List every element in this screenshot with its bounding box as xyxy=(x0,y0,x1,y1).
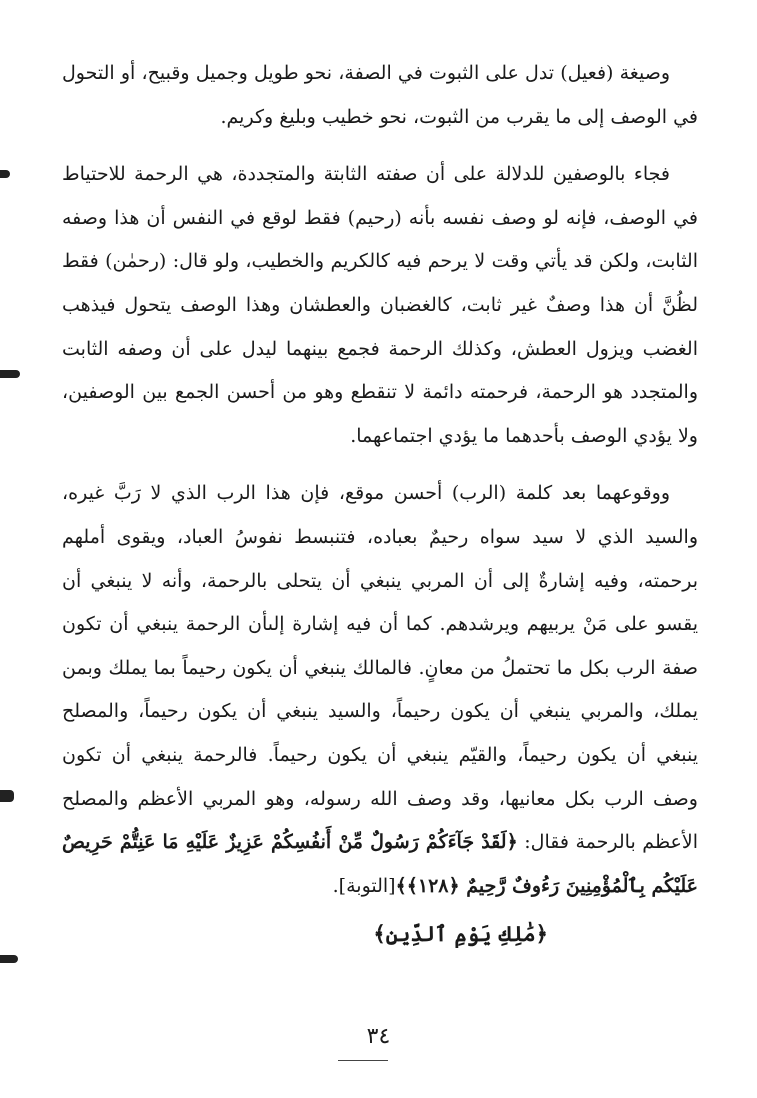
margin-mark xyxy=(0,955,18,963)
margin-mark xyxy=(0,370,20,378)
paragraph-3 xyxy=(62,472,698,908)
page-body xyxy=(62,52,698,956)
verse-citation: [التوبة]. xyxy=(332,874,396,897)
section-heading: ﴿مَٰلِكِ يَوْمِ ٱلدِّينِ﴾ xyxy=(373,921,548,947)
paragraph-2: فجاء بالوصفين للدلالة على أن صفته الثابتة والمتجددة، هي الرحمة للاحتياط في الوصف، فإنه لو وصف نفسه بأنه (رحيم) فقط لوقع في النفس أن هذا وصفه الثابت، ولكن قد يأتي وقت لا يرحم فيه كالكريم والخطيب، ولو قال: (رحمٰن) فقط لظُنَّ أن هذا وصفٌ غير ثابت، كالغضبان والعطشان وهذا الوصف يتحول فيذهب الغضب ويزول العطش، وكذلك الرحمة فجمع بينهما ليدل على أن وصفه الثابت والمتجدد هو الرحمة، فرحمته دائمة لا تنقطع وهو من أحسن الجمع بين الوصفين، ولا يؤدي الوصف بأحدهما ما يؤدي اجتماعهما. xyxy=(62,163,698,447)
margin-mark xyxy=(0,170,10,178)
margin-mark xyxy=(0,790,14,802)
paragraph-3-text: ووقوعهما بعد كلمة (الرب) أحسن موقع، فإن هذا الرب الذي لا رَبَّ غيره، والسيد الذي لا سيد سواه رحيمٌ بعباده، فتنبسط نفوسُ العباد، ويقوى أملهم برحمته، وفيه إشارةٌ إلى أن المربي ينبغي أن يتحلى بالرحمة، وأنه لا ينبغي أن يقسو على مَنْ يربيهم ويرشدهم. كما أن فيه إشارة إلىأن الرحمة ينبغي أن تكون صفة الرب بكل ما تحتملُ من معانٍ. فالمالك ينبغي أن يكون رحيماً بما يملك وبمن يملك، والمربي ينبغي أن يكون رحيماً، والسيد ينبغي أن يكون رحيماً، والمصلح ينبغي أن يكون رحيماً، والقيّم ينبغي أن يكون رحيماً. فالرحمة ينبغي أن تكون وصف الرب بكل معانيها، وقد وصف الله رسوله، وهو المربي الأعظم والمصلح الأعظم بالرحمة فقال: xyxy=(62,482,698,854)
page-number xyxy=(0,1024,757,1049)
page-number-text: ٣٤ xyxy=(366,1024,391,1049)
page-number-rule xyxy=(338,1060,388,1061)
quran-verse: ﴿لَقَدْ جَآءَكُمْ رَسُولٌ مِّنْ أَنفُسِكُمْ عَزِيزٌ عَلَيْهِ مَا عَنِتُّمْ حَرِيصٌ عَلَيْكُم بِٱلْمُؤْمِنِينَ رَءُوفٌ رَّحِيمٌ ﴿١٢٨﴾﴾ xyxy=(62,831,698,897)
paragraph-1: وصيغة (فعيل) تدل على الثبوت في الصفة، نحو طويل وجميل وقبيح، أو التحول في الوصف إلى ما يقرب من الثبوت، نحو خطيب وبليغ وكريم. xyxy=(62,62,698,128)
